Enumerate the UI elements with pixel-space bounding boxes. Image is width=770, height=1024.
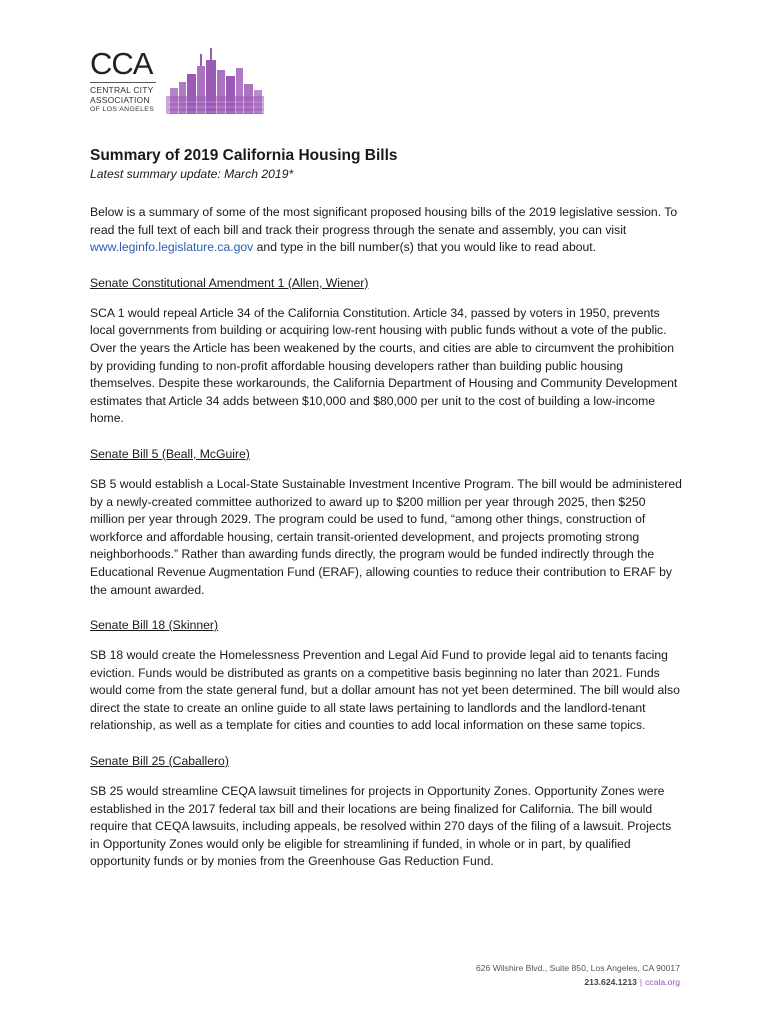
bill-section-sb25 [90,753,682,871]
bill-description: SB 18 would create the Homelessness Prevention and Legal Aid Fund to provide legal aid to tenants facing eviction. Funds would be distributed as grants on a competitive basis beginning no later than 2021. Funds would come from the state general fund, but a dollar amount has not yet been determined. The bill would also direct the state to create an online guide to all state laws pertaining to landlords and the landlord-tenant relationship, as well as a template for cities and counties to add local information on these same topics. [90,648,680,733]
update-date: Latest summary update: March 2019* [90,167,294,181]
intro-text-before-link: Below is a summary of some of the most significant proposed housing bills of the 2019 legislative session. To read the full text of each bill and track their progress through the senate and assembly, you can visit [90,205,678,237]
logo-line-1: CENTRAL CITY [90,85,154,95]
footer-phone: 213.624.1213 [584,977,637,987]
logo-line-2: ASSOCIATION [90,94,150,105]
bill-heading: Senate Constitutional Amendment 1 (Allen, Wiener) [90,275,369,290]
footer-contact [476,975,680,989]
bill-heading: Senate Bill 18 (Skinner) [90,618,219,633]
bill-heading: Senate Bill 25 (Caballero) [90,754,229,769]
document-content [90,146,682,871]
bill-description: SCA 1 would repeal Article 34 of the California Constitution. Article 34, passed by voters in 1950, prevents local governments from building or acquiring low-rent housing with public funds without a vote of the public. Over the years the Article has been weakened by the courts, and cities are able to circumvent the prohibition by providing funding to non-profit affordable housing developers rather than building public housing themselves. Despite these workarounds, the California Department of Housing and Community Development estimates that Article 34 adds between $10,000 and $80,000 per unit to the cost of building a low-income home. [90,305,678,426]
leginfo-link[interactable]: www.leginfo.legislature.ca.gov [90,240,254,255]
footer-website-link[interactable]: ccala.org [645,977,680,987]
cca-logo [90,44,290,114]
bill-description: SB 25 would streamline CEQA lawsuit timelines for projects in Opportunity Zones. Opportunity Zones were established in the 2017 federal tax bill and their locations are being finalized for California. The bill would require that CEQA lawsuits, including appeals, be resolved within 270 days of the filing of a lawsuit. Projects in Opportunity Zones would only be eligible for streamlining if funded, in whole or in part, by qualified opportunity funds or by monies from the Greenhouse Gas Reduction Fund. [90,784,672,869]
logo-line-3: OF LOS ANGELES [90,106,155,113]
logo-acronym: CCA [90,46,153,81]
bill-section-sca1 [90,275,682,428]
bill-section-sb18 [90,617,682,735]
logo-divider [90,82,156,83]
footer-address: 626 Wilshire Blvd., Suite 850, Los Angeles, CA 90017 [476,963,680,973]
skyline-icon [166,46,264,114]
bill-heading: Senate Bill 5 (Beall, McGuire) [90,446,250,461]
bill-description: SB 5 would establish a Local-State Sustainable Investment Incentive Program. The bill would be administered by a newly-created committee authorized to award up to $200 million per year through 2025, then $250 million per year through 2029. The program could be used to fund, “among other things, construction of workforce and affordable housing, certain transit-oriented development, and projects promoting strong neighborhoods.” Rather than awarding funds directly, the program would be funded indirectly through the Educational Revenue Augmentation Fund (ERAF), allowing counties to reduce their contribution to ERAF by the amount awarded. [90,476,682,597]
footer-separator: | [639,977,643,987]
bill-section-sb5 [90,446,682,599]
page-title: Summary of 2019 California Housing Bills [90,147,398,164]
logo-organization-name [90,86,154,115]
intro-paragraph [90,204,682,257]
page-footer [476,961,680,989]
intro-text-after-link: and type in the bill number(s) that you would like to read about. [253,240,597,255]
